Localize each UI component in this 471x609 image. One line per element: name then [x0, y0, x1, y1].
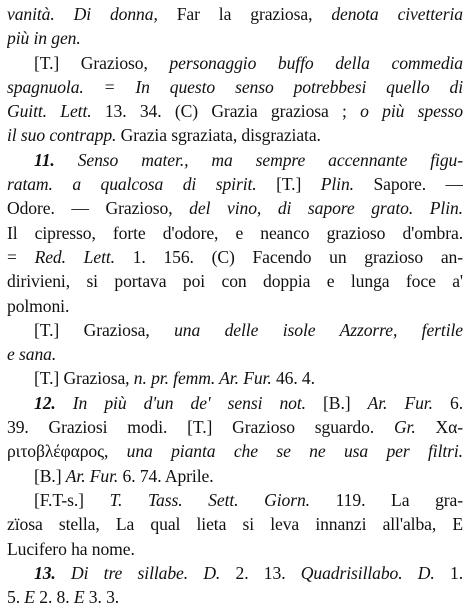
text-segment: [F.T-s.]	[34, 489, 110, 510]
text-segment: 3. 3.	[88, 587, 120, 608]
text-line	[7, 148, 463, 172]
text-segment: 39. Graziosi modi. [T.] Grazioso sguardo.	[7, 417, 394, 438]
text-segment: zïosa stella, La qual lieta si leva innanzi all'alba, E	[7, 514, 463, 535]
text-segment: T. Tass. Sett. Giorn.	[109, 489, 336, 510]
text-line	[7, 585, 463, 609]
text-segment: 6. 74. Aprile.	[122, 465, 214, 486]
text-segment: Χα-	[435, 417, 463, 438]
text-segment: personaggio buffo della commedia	[169, 52, 463, 73]
text-segment: ratam. a qualcosa di spirit.	[7, 174, 277, 195]
text-segment: [B.]	[323, 392, 368, 413]
text-line	[7, 294, 463, 318]
text-segment: 6.	[450, 392, 463, 413]
section-number: 13.	[34, 562, 71, 583]
text-line	[7, 391, 463, 415]
text-segment: Red. Lett.	[34, 246, 133, 267]
text-segment: 5.	[7, 587, 25, 608]
text-segment: Sapore. —	[373, 174, 463, 195]
text-segment: il suo contrapp.	[7, 125, 121, 146]
text-segment: Grazia sgraziata, disgraziata.	[120, 125, 321, 146]
text-segment: 2. 8.	[39, 587, 74, 608]
text-line	[7, 415, 463, 439]
text-segment: In più d'un de' sensi not.	[72, 392, 324, 413]
text-segment: polmoni.	[7, 295, 70, 316]
text-line	[7, 172, 463, 196]
text-segment: [T.] Graziosa,	[34, 319, 175, 340]
text-line	[7, 318, 463, 342]
text-segment: 2. 13.	[235, 562, 301, 583]
text-segment: Guitt. Lett.	[7, 101, 105, 122]
text-segment: una pianta che se ne usa per filtri.	[126, 441, 463, 462]
text-line	[7, 2, 463, 26]
text-segment: Plin.	[320, 174, 374, 195]
text-line	[7, 51, 463, 75]
text-segment: e sana.	[7, 344, 57, 365]
text-segment: 46. 4.	[275, 368, 315, 389]
text-segment: Ar. Fur.	[65, 465, 123, 486]
text-line	[7, 561, 463, 585]
text-line	[7, 196, 463, 220]
text-segment: Gr.	[393, 417, 436, 438]
text-segment: 1.	[450, 562, 463, 583]
text-segment: Lucifero ha nome.	[7, 538, 135, 559]
text-segment: vanità. Di donna,	[7, 4, 177, 24]
text-segment: =	[7, 246, 35, 267]
text-segment: 1. 156. (C) Facendo un grazioso an-	[132, 246, 463, 267]
text-segment: [B.]	[34, 465, 66, 486]
text-line	[7, 26, 463, 50]
text-line	[7, 439, 463, 463]
text-segment: Quadrisillabo. D.	[300, 562, 450, 583]
text-line	[7, 366, 463, 390]
text-line	[7, 123, 463, 147]
text-segment: Ar. Fur.	[367, 392, 450, 413]
text-line	[7, 269, 463, 293]
text-segment: Odore. — Grazioso,	[7, 198, 190, 219]
text-segment: ριτοβλέφαρος,	[7, 441, 127, 462]
text-segment: denota civetteria	[331, 4, 463, 24]
text-line	[7, 75, 463, 99]
text-line	[7, 342, 463, 366]
text-line	[7, 488, 463, 512]
text-segment: spagnuola. = In questo senso potrebbesi quello di	[7, 76, 463, 97]
entry-text	[7, 2, 463, 609]
text-segment: [T.] Grazioso,	[34, 52, 170, 73]
text-segment: 13. 34. (C) Grazia graziosa ;	[104, 101, 361, 122]
text-segment: Far la graziosa,	[176, 4, 332, 24]
text-segment: [T.] Graziosa,	[34, 368, 134, 389]
text-segment: una delle isole Azzorre, fertile	[174, 319, 463, 340]
text-line	[7, 221, 463, 245]
text-segment: Senso mater., ma sempre accennante figu-	[77, 149, 463, 170]
text-segment: Il cipresso, forte d'odore, e neanco grazioso d'ombra.	[7, 222, 463, 243]
text-line	[7, 537, 463, 561]
section-number: 12.	[34, 392, 73, 413]
text-segment: più in gen.	[7, 28, 81, 49]
text-segment: Di tre sillabe. D.	[70, 562, 236, 583]
text-line	[7, 245, 463, 269]
text-line	[7, 512, 463, 536]
text-segment: E	[24, 587, 40, 608]
text-segment: E	[73, 587, 89, 608]
text-line	[7, 99, 463, 123]
section-number: 11.	[34, 149, 78, 170]
text-segment: n. pr. femm. Ar. Fur.	[133, 368, 276, 389]
text-segment: [T.]	[276, 174, 321, 195]
text-segment: del vino, di sapore grato. Plin.	[189, 198, 463, 219]
text-segment: 119. La gra-	[335, 489, 463, 510]
text-segment: dirivieni, si portava poi con doppia e lunga foce a'	[7, 271, 463, 292]
text-segment: o più spesso	[360, 101, 463, 122]
text-line	[7, 464, 463, 488]
